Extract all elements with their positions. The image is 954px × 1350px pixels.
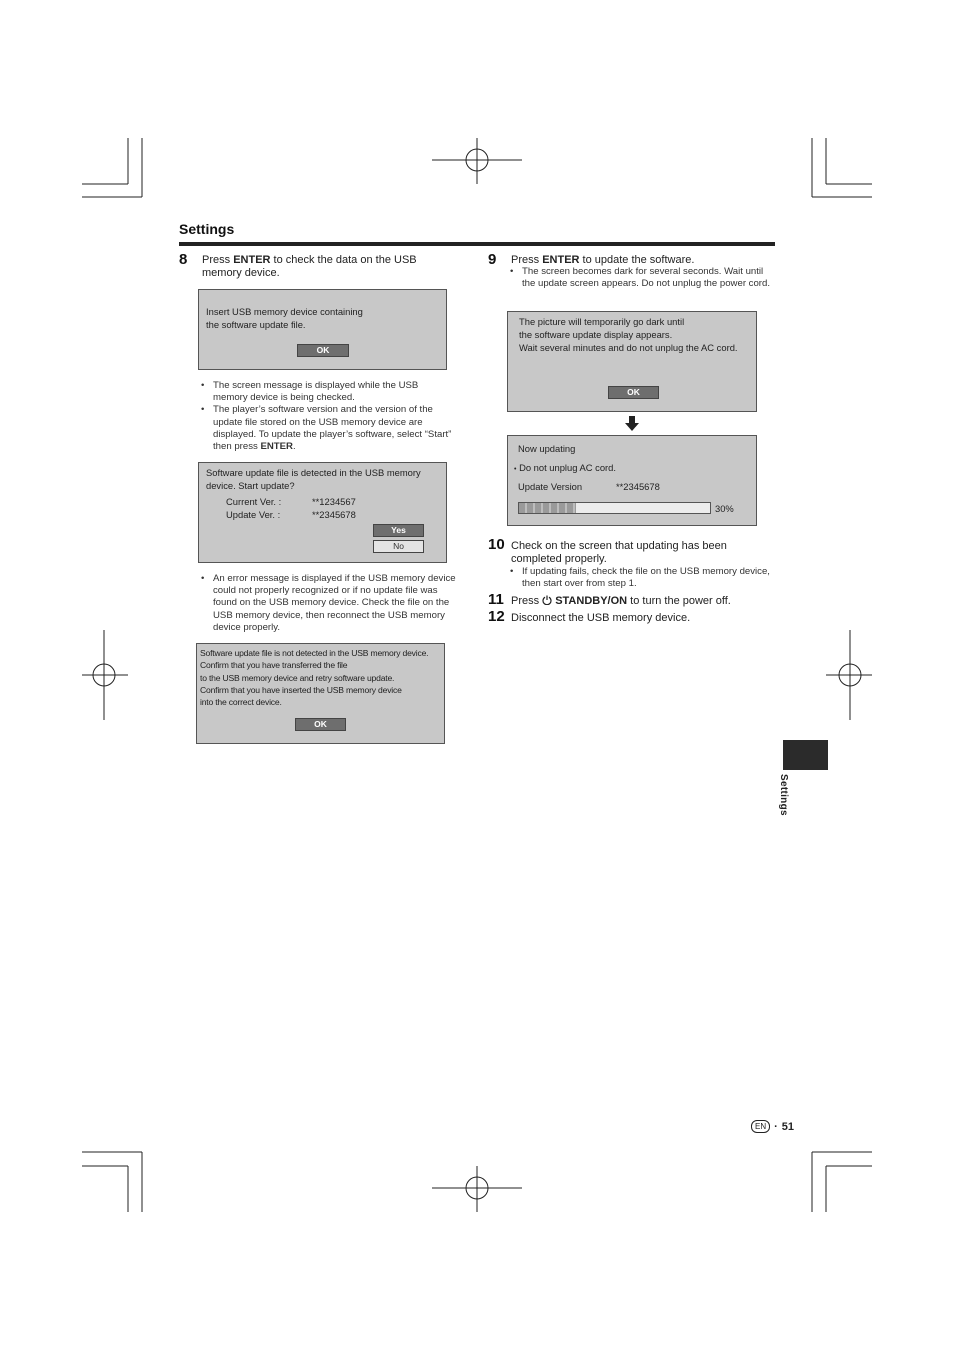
now-updating-title: Now updating bbox=[518, 443, 576, 454]
page-separator: · bbox=[774, 1120, 778, 1133]
dialog-2-notes bbox=[199, 573, 463, 634]
screen-dark-dialog bbox=[507, 311, 757, 412]
step-9-notes bbox=[508, 266, 770, 290]
step-10-text: Check on the screen that updating has been completed properly. bbox=[511, 540, 727, 565]
update-version-value: **2345678 bbox=[616, 481, 660, 492]
no-button[interactable]: No bbox=[373, 540, 424, 553]
insert-usb-message: Insert USB memory device containing the software update file. bbox=[206, 306, 363, 330]
progress-percent: 30% bbox=[715, 503, 734, 514]
update-detected-message: Software update file is detected in the USB memory device. Start update? bbox=[206, 467, 421, 491]
update-progress-fill bbox=[519, 503, 576, 513]
current-version-label: Current Ver. : bbox=[226, 496, 282, 507]
update-version-value: **2345678 bbox=[312, 509, 356, 520]
step-12-number: 12 bbox=[488, 608, 505, 625]
ok-button[interactable]: OK bbox=[295, 718, 346, 731]
page-number-value: 51 bbox=[781, 1120, 795, 1133]
step-9-number: 9 bbox=[488, 251, 497, 268]
update-version-label: Update Version bbox=[518, 481, 583, 492]
step-8-notes bbox=[199, 380, 455, 453]
list-item: • An error message is displayed if the USB memory device could not properly recognized or if no update file was found on the USB memory device. Check the file on the USB memory device, then reconnect the USB memory device properly. bbox=[199, 573, 463, 634]
list-item: • The screen message is displayed while the USB memory device is being checked. bbox=[199, 380, 455, 404]
step-10-notes bbox=[508, 566, 770, 590]
screen-dark-message: The picture will temporarily go dark until the software update display appears. Wait several minutes and do not unplug the AC cord. bbox=[519, 316, 738, 353]
yes-button[interactable]: Yes bbox=[373, 524, 424, 537]
section-tab bbox=[783, 740, 828, 770]
list-item: • The screen becomes dark for several seconds. Wait until the update screen appears. Do not unplug the power cord. bbox=[508, 266, 770, 290]
step-12-text: Disconnect the USB memory device. bbox=[511, 612, 691, 624]
update-version-label: Update Ver. : bbox=[226, 509, 281, 520]
step-11-text: Press STANDBY/ON to turn the power off. bbox=[511, 595, 731, 607]
update-not-detected-message: Software update file is not detected in the USB memory device. Confirm that you have transferred the file to the USB memory device and retry software update. Confirm that you have inserted the USB memory device into the correct device. bbox=[200, 648, 429, 708]
down-arrow-icon bbox=[625, 416, 639, 431]
step-9-text: Press ENTER to update the software. bbox=[511, 254, 695, 266]
list-item: • The player’s software version and the version of the update file stored on the USB memory device are displayed. To update the player’s software, select “Start” then press ENTER. bbox=[199, 404, 455, 453]
step-8-text: Press ENTER to check the data on the USB memory device. bbox=[202, 254, 417, 279]
enter-key-label: ENTER bbox=[233, 254, 271, 266]
section-title: Settings bbox=[179, 221, 235, 237]
step-11-number: 11 bbox=[488, 591, 504, 608]
section-rule bbox=[179, 242, 775, 246]
update-not-detected-dialog bbox=[196, 643, 445, 744]
ok-button[interactable]: OK bbox=[608, 386, 659, 399]
unplug-warning: • Do not unplug AC cord. bbox=[514, 462, 616, 473]
side-tab-label: Settings bbox=[778, 774, 789, 816]
standby-key-label: STANDBY/ON bbox=[555, 595, 628, 607]
step-10-number: 10 bbox=[488, 536, 505, 553]
language-badge: EN bbox=[751, 1120, 770, 1133]
insert-usb-dialog bbox=[198, 289, 447, 370]
list-item: • If updating fails, check the file on the USB memory device, then start over from step 1. bbox=[508, 566, 770, 590]
page-number bbox=[751, 1120, 794, 1133]
power-icon bbox=[542, 595, 552, 605]
update-progress-bar bbox=[518, 502, 711, 514]
step-8-number: 8 bbox=[179, 251, 188, 268]
ok-button[interactable]: OK bbox=[297, 344, 349, 357]
now-updating-dialog bbox=[507, 435, 757, 526]
current-version-value: **1234567 bbox=[312, 496, 356, 507]
enter-key-label: ENTER bbox=[542, 254, 580, 266]
update-detected-dialog bbox=[198, 462, 447, 563]
